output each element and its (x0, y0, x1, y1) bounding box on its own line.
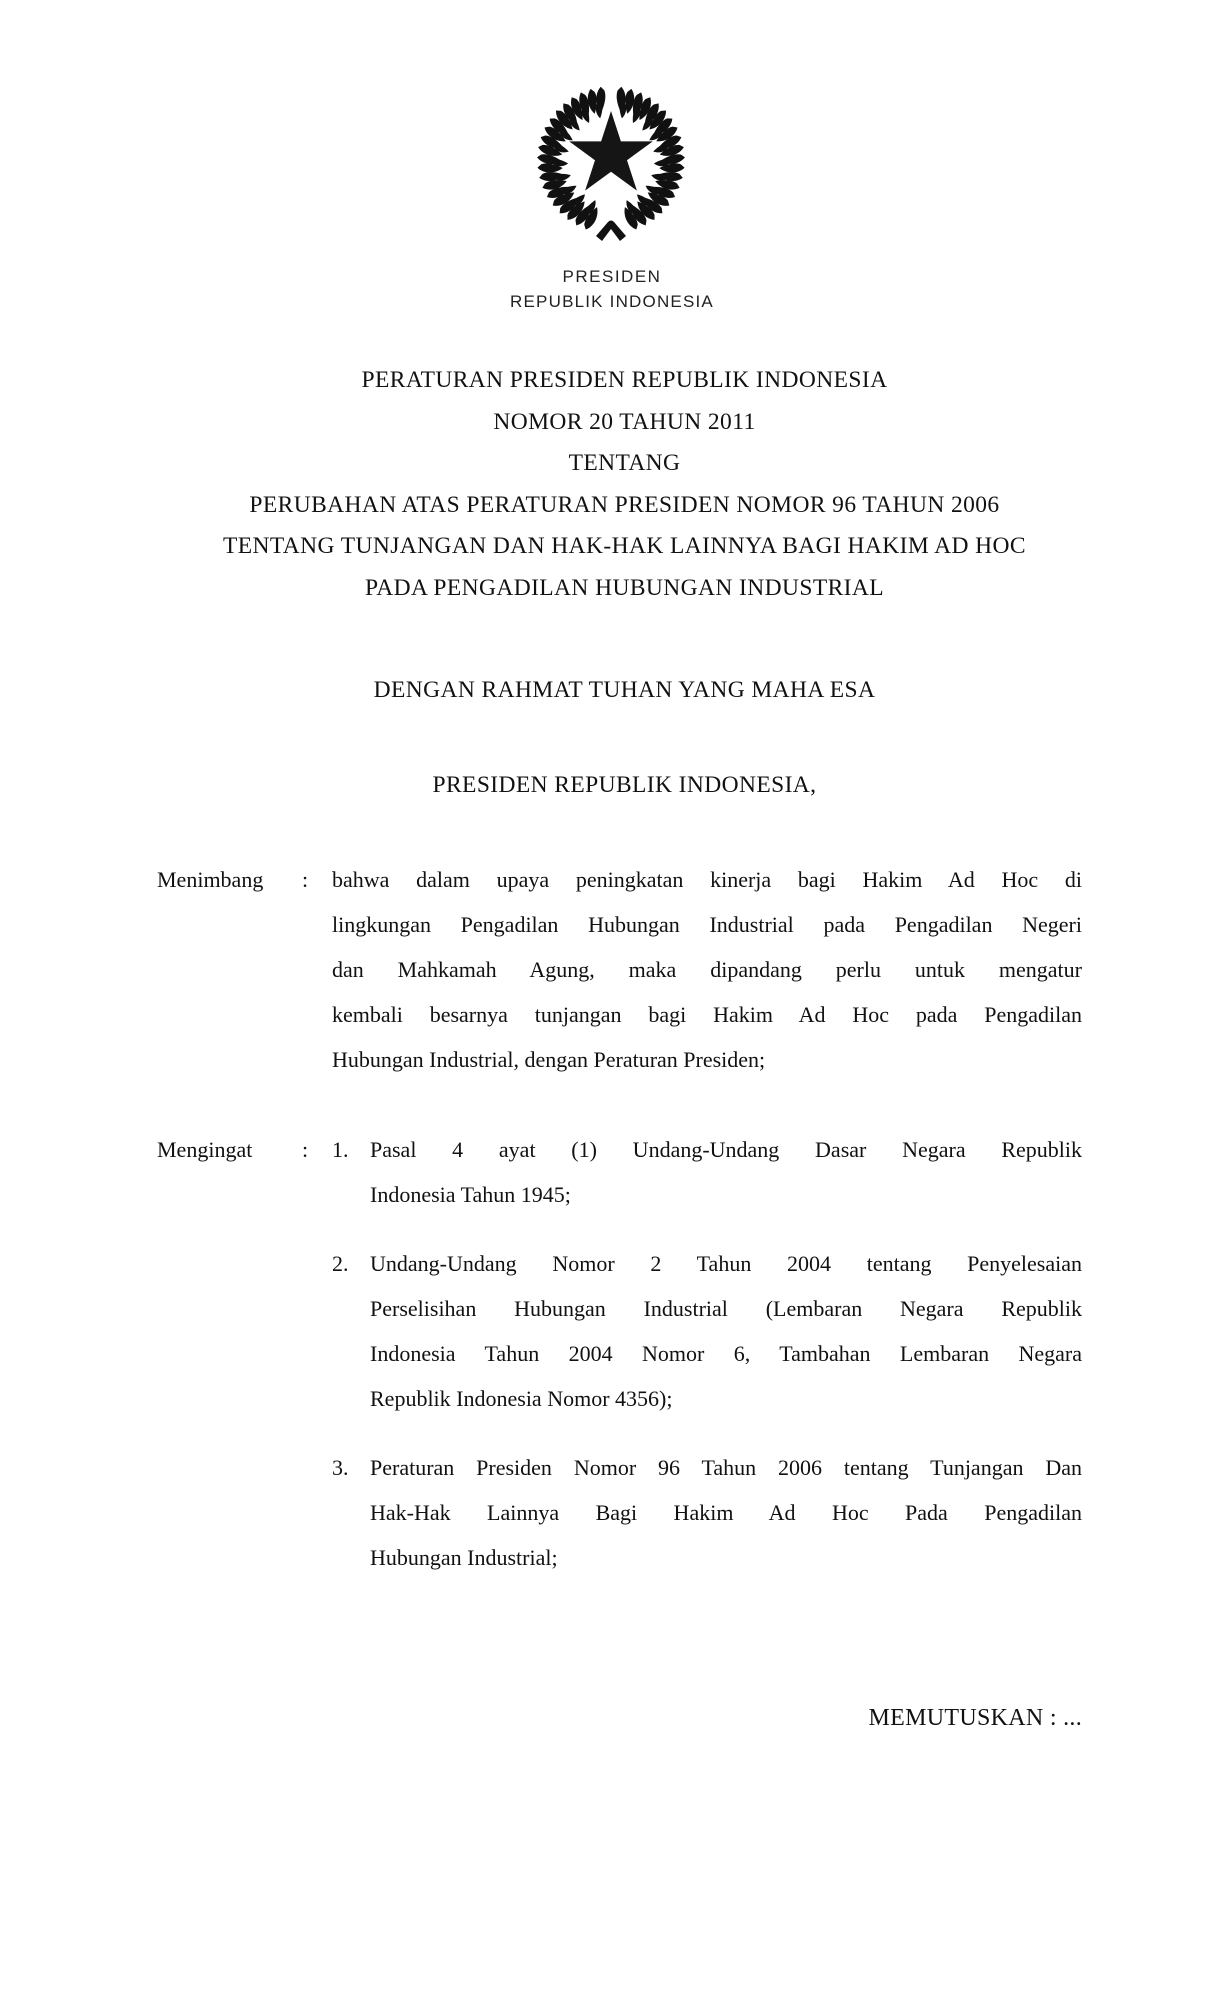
decision-clause: MEMUTUSKAN : ... (868, 1705, 1082, 1731)
ribbon-bow (596, 221, 626, 242)
text-line: PERUBAHAN ATAS PERATURAN PRESIDEN NOMOR 96 TAHUN 2006 (249, 491, 1000, 518)
star-icon (569, 111, 653, 191)
letterhead-republik-indonesia: REPUBLIK INDONESIA (510, 292, 714, 311)
letterhead (0, 264, 1224, 314)
text-line: bahwa dalam upaya peningkatan kinerja bagi Hakim Ad Hoc di (332, 867, 1082, 892)
text-line: NOMOR 20 TAHUN 2011 (493, 408, 756, 435)
letterhead-presiden: PRESIDEN (562, 267, 662, 286)
text-line: Indonesia Tahun 2004 Nomor 6, Tambahan Lembaran Negara (370, 1341, 1082, 1366)
considering-paragraph (332, 857, 1082, 1082)
text-line: Hubungan Industrial, dengan Peraturan Presiden; (332, 1047, 766, 1072)
text-line: Hak-Hak Lainnya Bagi Hakim Ad Hoc Pada Pengadilan (370, 1500, 1082, 1525)
text-line: PERATURAN PRESIDEN REPUBLIK INDONESIA (361, 367, 888, 393)
text-line: Republik Indonesia Nomor 4356); (370, 1386, 673, 1411)
text-line: PADA PENGADILAN HUBUNGAN INDUSTRIAL (364, 574, 885, 601)
recalling-item-2-text (370, 1241, 1082, 1421)
recalling-label: Mengingat (157, 1137, 253, 1162)
text-line: Undang-Undang Nomor 2 Tahun 2004 tentang Penyelesaian (370, 1251, 1082, 1276)
text-line: TENTANG TUNJANGAN DAN HAK-HAK LAINNYA BAGI HAKIM AD HOC (223, 533, 1026, 559)
text-line: TENTANG (568, 450, 681, 476)
text-line: kembali besarnya tunjangan bagi Hakim Ad Hoc pada Pengadilan (332, 1002, 1082, 1027)
regulation-title (157, 360, 1092, 609)
recalling-item-1-text (370, 1127, 1082, 1217)
recalling-colon: : (302, 1137, 309, 1162)
text-line: Pasal 4 ayat (1) Undang-Undang Dasar Negara Republik (370, 1137, 1082, 1162)
considering-label: Menimbang (157, 867, 264, 892)
text-line: dan Mahkamah Agung, maka dipandang perlu untuk mengatur (332, 957, 1082, 982)
text-line: Indonesia Tahun 1945; (370, 1182, 571, 1207)
issuer-line: PRESIDEN REPUBLIK INDONESIA, (432, 772, 817, 798)
recalling-item-1-number: 1. (332, 1137, 349, 1162)
invocation-line: DENGAN RAHMAT TUHAN YANG MAHA ESA (373, 677, 876, 703)
considering-colon: : (302, 867, 309, 892)
text-line: lingkungan Pengadilan Hubungan Industrial pada Pengadilan Negeri (332, 912, 1082, 937)
text-line: Peraturan Presiden Nomor 96 Tahun 2006 tentang Tunjangan Dan (370, 1455, 1082, 1480)
presidential-seal-icon (525, 74, 697, 246)
text-line: Hubungan Industrial; (370, 1545, 558, 1570)
recalling-item-3-text (370, 1445, 1082, 1580)
recalling-item-2-number: 2. (332, 1251, 349, 1276)
recalling-item-3-number: 3. (332, 1455, 349, 1480)
text-line: Perselisihan Hubungan Industrial (Lembaran Negara Republik (370, 1296, 1082, 1321)
